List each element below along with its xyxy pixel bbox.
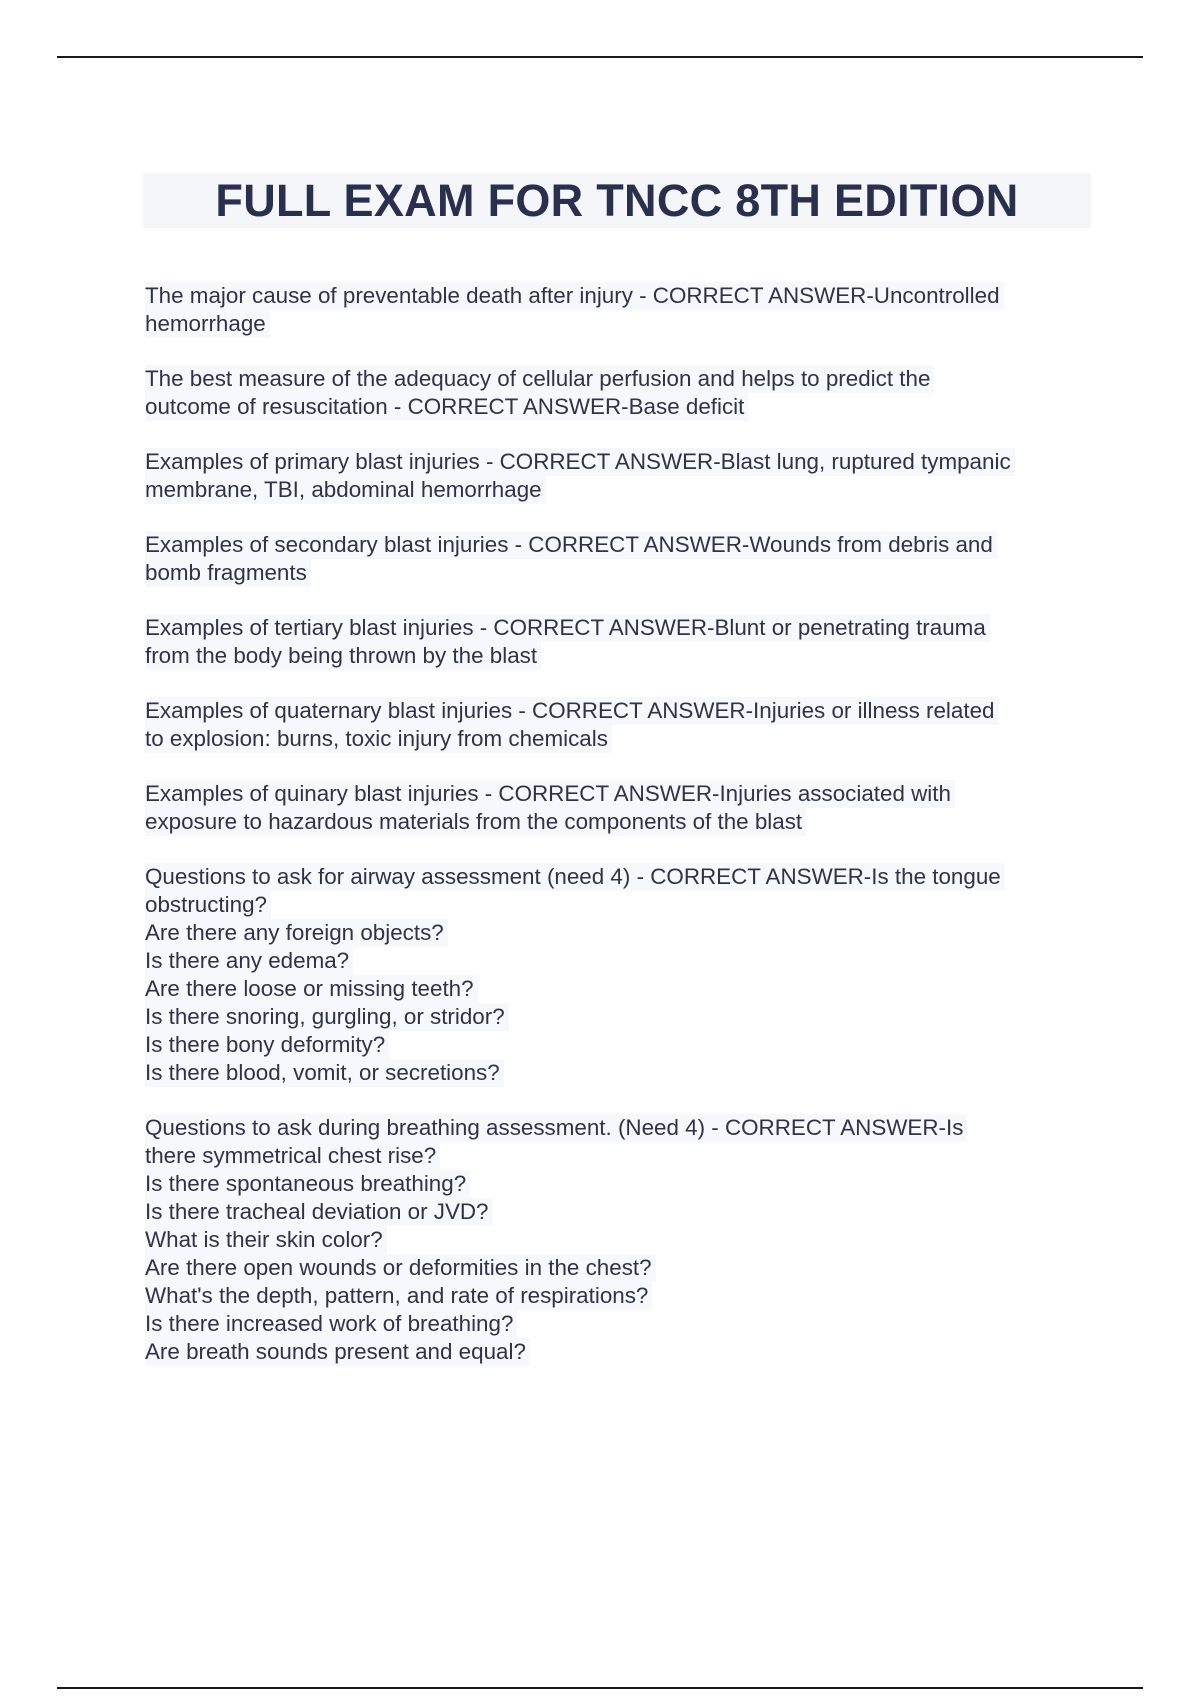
qa-item (145, 448, 1090, 504)
qa-line: What is their skin color? (145, 1226, 387, 1254)
qa-line: Is there blood, vomit, or secretions? (145, 1059, 504, 1087)
page-title: FULL EXAM FOR TNCC 8TH EDITION (215, 174, 1019, 226)
qa-line: there symmetrical chest rise? (145, 1142, 440, 1170)
qa-line: Is there tracheal deviation or JVD? (145, 1198, 493, 1226)
qa-line: Is there increased work of breathing? (145, 1310, 517, 1338)
qa-line: Is there any edema? (145, 947, 353, 975)
qa-list (145, 282, 1090, 1393)
top-rule (57, 56, 1143, 58)
qa-item (145, 282, 1090, 338)
qa-line: Are there loose or missing teeth? (145, 975, 478, 1003)
qa-item (145, 614, 1090, 670)
qa-line: obstructing? (145, 891, 271, 919)
qa-line: Examples of quaternary blast injuries - CORRECT ANSWER-Injuries or illness related (145, 697, 999, 725)
qa-line: Is there spontaneous breathing? (145, 1170, 470, 1198)
qa-line: Examples of secondary blast injuries - CORRECT ANSWER-Wounds from debris and (145, 531, 997, 559)
qa-line: membrane, TBI, abdominal hemorrhage (145, 476, 546, 504)
qa-line: bomb fragments (145, 559, 311, 587)
qa-line: Is there snoring, gurgling, or stridor? (145, 1003, 509, 1031)
qa-line: Is there bony deformity? (145, 1031, 389, 1059)
qa-line: exposure to hazardous materials from the components of the blast (145, 808, 806, 836)
title-banner (143, 173, 1091, 228)
qa-line: Questions to ask for airway assessment (need 4) - CORRECT ANSWER-Is the tongue (145, 863, 1005, 891)
qa-item (145, 531, 1090, 587)
qa-line: What's the depth, pattern, and rate of respirations? (145, 1282, 652, 1310)
qa-line: Examples of quinary blast injuries - CORRECT ANSWER-Injuries associated with (145, 780, 955, 808)
qa-item (145, 863, 1090, 1087)
qa-line: outcome of resuscitation - CORRECT ANSWER-Base deficit (145, 393, 748, 421)
qa-line: Are there any foreign objects? (145, 919, 448, 947)
qa-line: The best measure of the adequacy of cellular perfusion and helps to predict the (145, 365, 934, 393)
qa-line: Are there open wounds or deformities in the chest? (145, 1254, 656, 1282)
qa-line: Examples of primary blast injuries - CORRECT ANSWER-Blast lung, ruptured tympanic (145, 448, 1015, 476)
qa-item (145, 780, 1090, 836)
qa-line: Examples of tertiary blast injuries - CORRECT ANSWER-Blunt or penetrating trauma (145, 614, 990, 642)
qa-line: hemorrhage (145, 310, 270, 338)
qa-line: Questions to ask during breathing assessment. (Need 4) - CORRECT ANSWER-Is (145, 1114, 967, 1142)
qa-item (145, 1114, 1090, 1366)
qa-line: Are breath sounds present and equal? (145, 1338, 530, 1366)
bottom-rule (57, 1687, 1143, 1689)
qa-item (145, 365, 1090, 421)
qa-item (145, 697, 1090, 753)
qa-line: from the body being thrown by the blast (145, 642, 541, 670)
qa-line: to explosion: burns, toxic injury from chemicals (145, 725, 612, 753)
qa-line: The major cause of preventable death after injury - CORRECT ANSWER-Uncontrolled (145, 282, 1004, 310)
